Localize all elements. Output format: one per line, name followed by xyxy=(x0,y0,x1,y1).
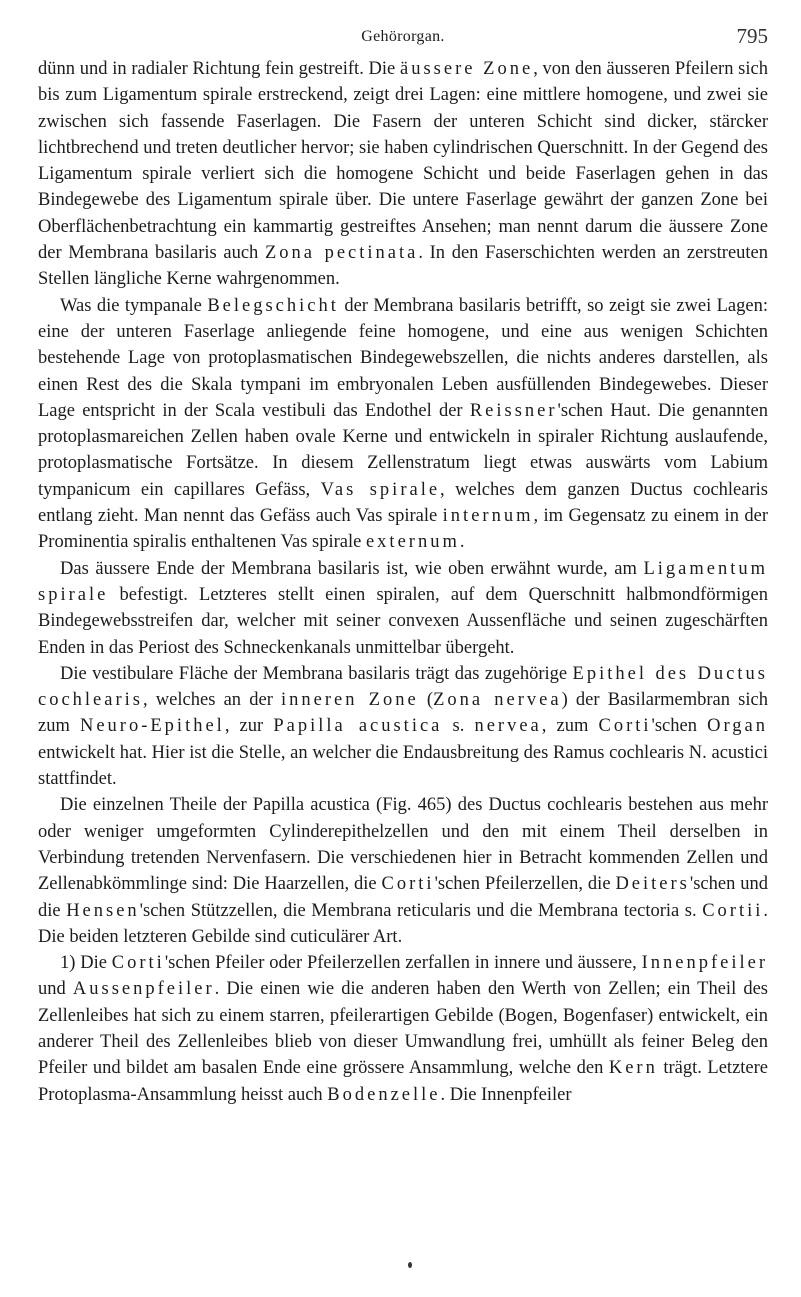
spaced-emphasis: Zona pectinata xyxy=(264,243,419,264)
body-text xyxy=(38,56,768,1108)
page-number: 795 xyxy=(736,24,768,48)
spaced-emphasis: Reissner xyxy=(469,400,558,421)
paragraph xyxy=(38,661,768,792)
text-run: 'schen und die xyxy=(38,874,768,921)
text-run: und xyxy=(38,979,73,1000)
spaced-emphasis: Zona nervea xyxy=(433,690,562,711)
spaced-emphasis: Neuro-Epithel xyxy=(79,716,225,737)
text-run: entwickelt hat. Hier ist die Stelle, an welcher die Endausbreitung des Ramus cochlearis N. acustici stattfindet. xyxy=(38,742,768,790)
text-run: , welches dem ganzen Ductus cochlearis entlang zieht. Man nennt das Gefäss auch Vas spirale xyxy=(38,479,768,527)
text-run: befestigt. Letzteres stellt einen spiralen, auf dem Querschnitt halbmondförmigen Bindegewebsstreifen dar, welcher mit seiner convexen Aussenfläche und seinen zugeschärften Enden in das Periost des Schneckenkanals unmittelbar übergeht. xyxy=(38,584,768,658)
spaced-emphasis: Hensen xyxy=(66,900,140,921)
spaced-emphasis: Corti xyxy=(598,716,652,737)
spaced-emphasis: externum xyxy=(365,532,460,553)
spaced-emphasis: Epithel des Ductus cochlearis xyxy=(38,663,768,711)
text-run: 'schen Haut. Die genannten protoplasmareichen Zellen haben ovale Kerne und entwickeln in spiraler Richtung auslaufende, protoplasmatische Fortsätze. In diesem Zellenstratum liegt etwas auswärts vom Labium tympanicum ein capillares Gefäss, xyxy=(38,400,768,500)
paragraph xyxy=(38,56,768,293)
running-title: Gehörorgan. xyxy=(361,28,445,45)
book-page xyxy=(38,0,768,1297)
spaced-emphasis: Bodenzelle xyxy=(327,1084,441,1105)
text-run: 'schen xyxy=(651,716,708,737)
paragraph xyxy=(38,792,768,950)
text-run: 'schen Stützzellen, die Membrana reticularis und die Membrana tectoria s. xyxy=(139,900,703,921)
spaced-emphasis: äussere Zone xyxy=(400,59,534,79)
text-run: , im Gegensatz zu einem in der Prominentia spiralis enthaltenen Vas spirale xyxy=(38,506,769,553)
spaced-emphasis: Vas spirale xyxy=(320,479,441,500)
text-run: . xyxy=(459,532,465,553)
text-run: Die vestibulare Fläche der Membrana basilaris trägt das zugehörige xyxy=(60,663,573,684)
text-run: , zur xyxy=(224,716,274,737)
text-run: 'schen Pfeiler oder Pfeilerzellen zerfallen in innere und äussere, xyxy=(164,953,642,974)
text-run: , zum xyxy=(541,716,599,737)
text-run: Das äussere Ende der Membrana basilaris ist, wie oben erwähnt wurde, am xyxy=(60,558,644,579)
ink-speck xyxy=(408,1262,412,1268)
spaced-emphasis: nervea xyxy=(474,716,542,737)
text-run: , von den äusseren Pfeilern sich bis zum Ligamentum spirale erstreckend, zeigt drei Lagen: eine mittlere homogene, und zwei sie zwischen sich fassende Faserlagen. Die Fasern der unteren Schicht sind dicker, stärcker lichtbrechend und treten deutlicher hervor; sie haben cylindrischen Querschnitt. In der Gegend des Ligamentum spirale verliert sich die homogene Schicht und beide Faserlagen gehen in das Bindegewebe des Ligamentum spirale über. Die untere Faserlage gewährt der ganzen Zone bei Oberflächenbetrachtung ein kammartig gestreiftes Ansehen; man nennt darum die äussere Zone der Membrana basilaris auch xyxy=(38,59,768,264)
text-run: ( xyxy=(418,690,434,711)
text-run: , welches an der xyxy=(143,690,282,711)
spaced-emphasis: Corti xyxy=(381,874,435,895)
spaced-emphasis: Innenpfeiler xyxy=(641,953,768,974)
paragraph xyxy=(38,556,768,661)
spaced-emphasis: Cortii xyxy=(702,900,764,921)
text-run: 'schen Pfeilerzellen, die xyxy=(434,874,616,895)
text-run: 1) Die xyxy=(60,953,112,974)
spaced-emphasis: Belegschicht xyxy=(207,295,339,316)
text-run: . Die Innenpfeiler xyxy=(440,1084,572,1105)
spaced-emphasis: internum xyxy=(442,506,534,527)
text-run: ) der Basilarmembran sich zum xyxy=(38,690,768,737)
text-run: . In den Faserschichten werden an zerstreuten Stellen längliche Kerne wahrgenommen. xyxy=(38,243,769,290)
text-run: dünn und in radialer Richtung fein gestreift. Die xyxy=(38,59,400,79)
spaced-emphasis: Kern xyxy=(608,1058,658,1079)
page-header xyxy=(38,0,768,56)
paragraph xyxy=(38,293,768,556)
text-run: . Die einen wie die anderen haben den Werth von Zellen; ein Theil des Zellenleibes hat sich zu einem starren, pfeilerartigen Gebilde (Bogen, Bogenfaser) entwickelt, ein anderer Theil des Zellenleibes blieb von dieser Umwandlung frei, umhüllt als feiner Beleg den Pfeiler und bildet am basalen Ende eine grössere Ansammlung, welche den xyxy=(38,979,768,1079)
spaced-emphasis: Corti xyxy=(111,953,165,974)
text-run: Die einzelnen Theile der Papilla acustica (Fig. 465) des Ductus cochlearis bestehen aus mehr oder weniger umgeformten Cylinderepithelzellen und den mit einem Theil derselben in Verbindung tretenden Nervenfasern. Die verschiedenen hier in Betracht kommenden Zellen und Zellenabkömmlinge sind: Die Haarzellen, die xyxy=(38,795,768,895)
spaced-emphasis: Papilla acustica xyxy=(273,716,443,737)
text-run: s. xyxy=(442,716,475,737)
spaced-emphasis: Ligamentum spirale xyxy=(38,558,768,605)
text-run: Was die tympanale xyxy=(60,295,208,316)
text-run: . Die beiden letzteren Gebilde sind cuticulärer Art. xyxy=(38,900,768,947)
spaced-emphasis: Deiters xyxy=(615,874,690,895)
spaced-emphasis: Aussenpfeiler xyxy=(72,979,215,1000)
spaced-emphasis: Organ xyxy=(707,716,768,737)
text-run: der Membrana basilaris betrifft, so zeigt sie zwei Lagen: eine der unteren Faserlage anliegende feine homogene, und eine aus wenigen Schichten bestehende Lage von protoplasmatischen Bindegewebszellen, die nichts anderes darstellen, als einen Rest des die Skala tympani im embryonalen Leben ausfüllenden Bindegewebes. Dieser Lage entspricht in der Scala vestibuli das Endothel der xyxy=(38,295,768,421)
spaced-emphasis: inneren Zone xyxy=(281,690,419,711)
text-run: trägt. Letztere Protoplasma-Ansammlung heisst auch xyxy=(38,1058,768,1105)
paragraph xyxy=(38,950,768,1108)
